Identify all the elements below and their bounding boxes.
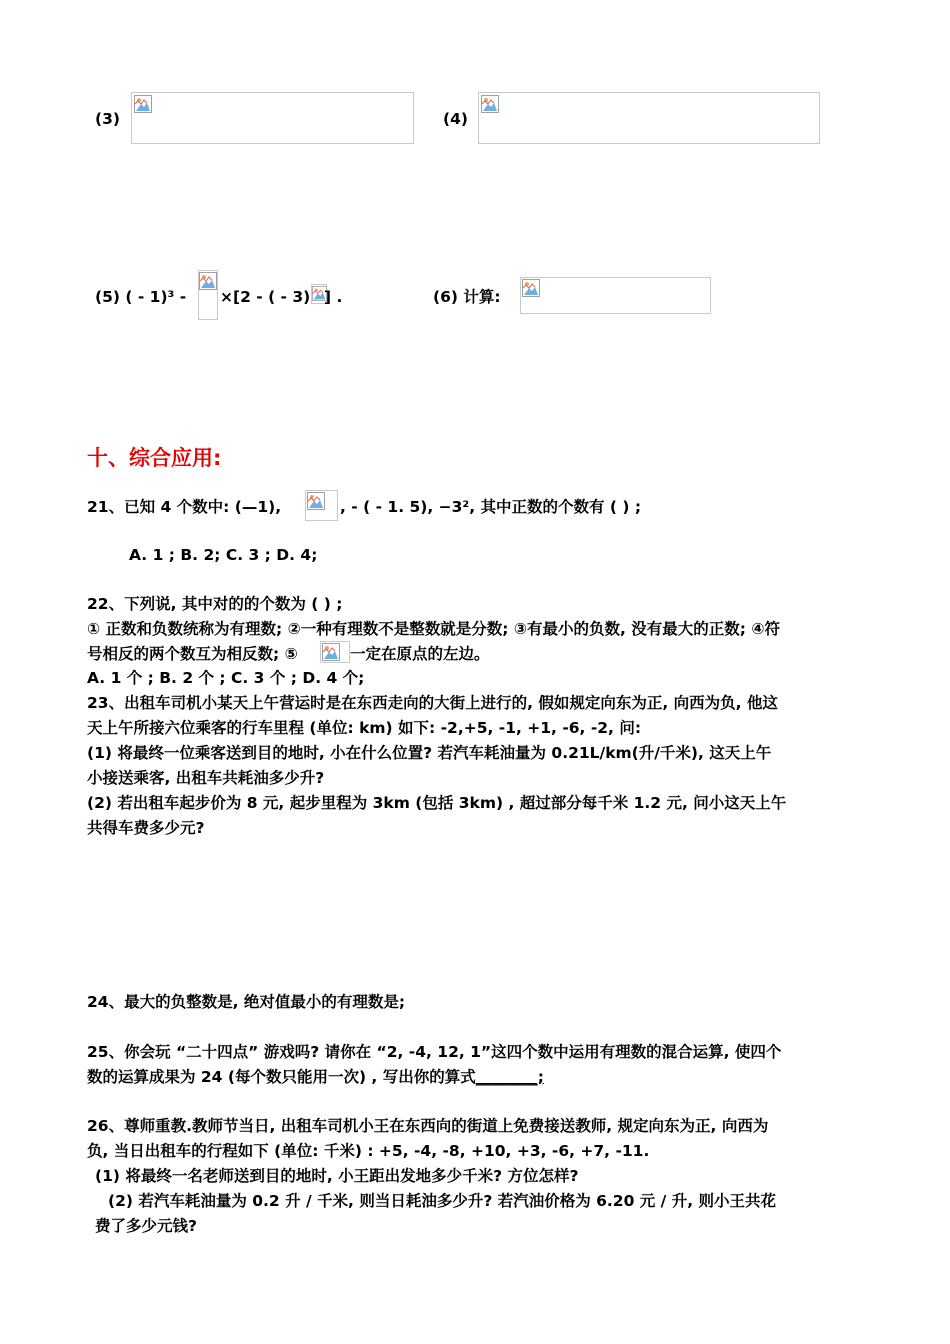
problem-5-prefix: (5) ( - 1)³ - <box>95 288 187 306</box>
q23-line2: 天上午所接六位乘客的行车里程 (单位: km) 如下: -2,+5, -1, +1, -6, -2, 问: <box>87 719 642 737</box>
q23-line5: (2) 若出租车起步价为 8 元, 起步里程为 3km (包括 3km) , 超过部分每千米 1.2 元, 问小这天上午 <box>87 794 787 812</box>
q22-line2-a: 号相反的两个数互为相反数; ⑤ <box>87 645 298 663</box>
q26-line4: (2) 若汽车耗油量为 0.2 升 / 千米, 则当日耗油多少升? 若汽油价格为 6.20 元 / 升, 则小王共花 <box>108 1192 777 1210</box>
broken-image-icon <box>322 643 340 661</box>
q22-line2-b: 一定在原点的左边。 <box>350 645 490 663</box>
q25-line1: 25、你会玩 “二十四点” 游戏吗? 请你在 “2, -4, 12, 1”这四个数中运用有理数的混合运算, 使四个 <box>87 1043 782 1061</box>
formula-image-4 <box>478 92 820 144</box>
q25-line2 <box>87 1067 544 1087</box>
broken-image-icon <box>199 272 217 290</box>
q23-line1: 23、出租车司机小某天上午营运时是在东西走向的大街上进行的, 假如规定向东为正, 向西为负, 他这 <box>87 694 778 712</box>
problem-4-label: (4) <box>443 110 468 128</box>
q21-stem-a: 21、已知 4 个数中: (—1), <box>87 498 282 516</box>
q26-line1: 26、尊师重教.教师节当日, 出租车司机小王在东西向的街道上免费接送教师, 规定向东为正, 向西为 <box>87 1117 769 1135</box>
formula-image-3 <box>131 92 414 144</box>
q21-stem-b: , - ( - 1. 5), −3², 其中正数的个数有 ( ) ; <box>340 498 642 516</box>
q21-options: A. 1 ; B. 2; C. 3 ; D. 4; <box>129 546 318 564</box>
problem-6-label: (6) 计算: <box>433 288 501 306</box>
q25-answer-blank[interactable]: ________; <box>475 1068 544 1086</box>
q22-stem: 22、下列说, 其中对的的个数为 ( ) ; <box>87 595 343 613</box>
broken-image-icon <box>134 95 152 113</box>
q23-line6: 共得车费多少元? <box>87 819 205 837</box>
q26-line3: (1) 将最终一名老师送到目的地时, 小王距出发地多少千米? 方位怎样? <box>95 1167 579 1185</box>
formula-image-q21 <box>305 490 338 521</box>
broken-image-icon <box>307 492 325 510</box>
problem-3-label: (3) <box>95 110 120 128</box>
section-heading: 十、综合应用: <box>87 446 222 470</box>
q22-options: A. 1 个 ; B. 2 个 ; C. 3 个 ; D. 4 个; <box>87 669 365 687</box>
q26-line5: 费了多少元钱? <box>95 1217 197 1235</box>
formula-image-5a <box>198 270 218 320</box>
formula-image-q22 <box>320 641 350 663</box>
q24-line1: 24、最大的负整数是, 绝对值最小的有理数是; <box>87 993 406 1011</box>
broken-image-icon <box>481 95 499 113</box>
broken-image-icon <box>522 279 540 297</box>
problem-5-mid: ×[2 - ( - 3) <box>220 288 311 306</box>
q22-line1: ① 正数和负数统称为有理数; ②一种有理数不是整数就是分数; ③有最小的负数, 没有最大的正数; ④符 <box>87 620 780 638</box>
q23-line3: (1) 将最终一位乘客送到目的地时, 小在什么位置? 若汽车耗油量为 0.21L/km(升/千米), 这天上午 <box>87 744 772 762</box>
q23-line4: 小接送乘客, 出租车共耗油多少升? <box>87 769 325 787</box>
formula-image-6 <box>520 277 711 314</box>
q25-line2-text: 数的运算成果为 24 (每个数只能用一次) , 写出你的算式 <box>87 1068 476 1086</box>
problem-5-end: ] . <box>324 288 343 306</box>
q26-line2: 负, 当日出租车的行程如下 (单位: 千米) : +5, -4, -8, +10, +3, -6, +7, -11. <box>87 1142 650 1160</box>
